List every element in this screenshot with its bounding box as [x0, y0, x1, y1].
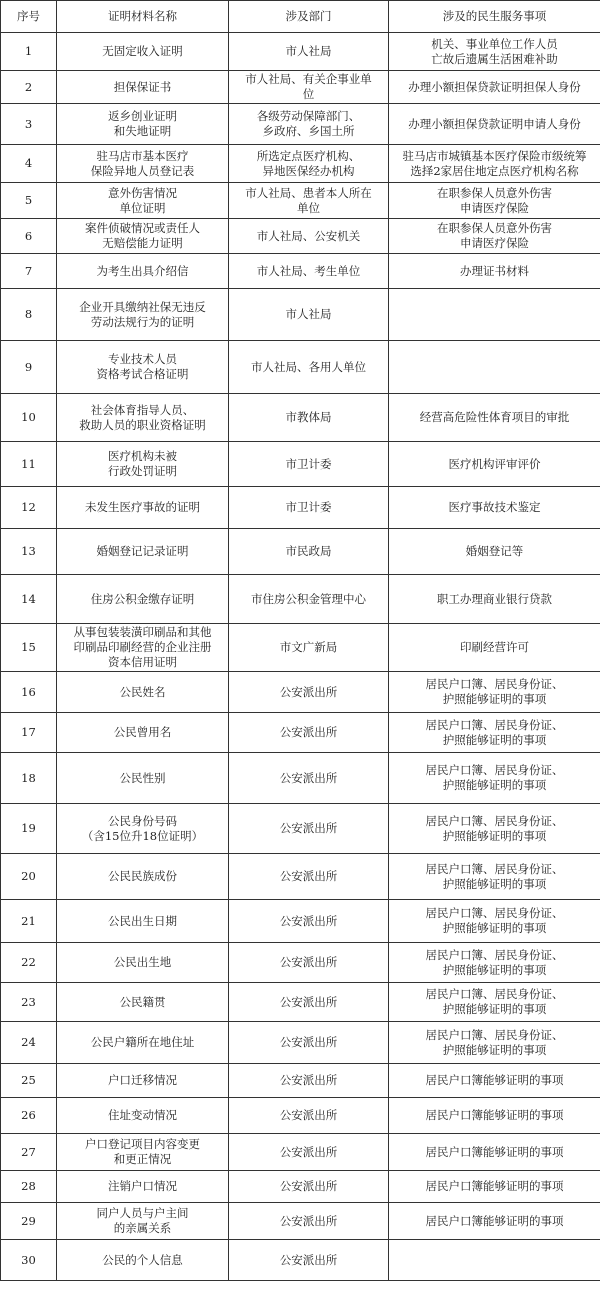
service-item-cell: 居民户口簿、居民身份证、 护照能够证明的事项	[389, 804, 600, 854]
certificate-name-cell: 公民户籍所在地住址	[57, 1022, 229, 1064]
serial-cell: 18	[1, 753, 57, 804]
service-item-cell: 居民户口簿能够证明的事项	[389, 1064, 600, 1098]
certificate-name-cell: 企业开具缴纳社保无违反 劳动法规行为的证明	[57, 289, 229, 341]
serial-cell: 22	[1, 943, 57, 983]
serial-cell: 16	[1, 672, 57, 713]
table-row	[1, 487, 600, 529]
service-item-cell: 居民户口簿能够证明的事项	[389, 1134, 600, 1171]
serial-cell: 15	[1, 624, 57, 672]
department-cell: 市卫计委	[229, 487, 389, 529]
service-item-cell: 婚姻登记等	[389, 529, 600, 575]
serial-cell: 17	[1, 713, 57, 753]
service-item-cell: 居民户口簿、居民身份证、 护照能够证明的事项	[389, 753, 600, 804]
table-row	[1, 753, 600, 804]
department-cell: 公安派出所	[229, 1134, 389, 1171]
department-cell: 公安派出所	[229, 1203, 389, 1240]
department-cell: 各级劳动保障部门、 乡政府、乡国土所	[229, 104, 389, 145]
department-cell: 市民政局	[229, 529, 389, 575]
serial-cell: 1	[1, 33, 57, 71]
department-cell: 市人社局、各用人单位	[229, 341, 389, 394]
serial-cell: 4	[1, 145, 57, 183]
department-cell: 公安派出所	[229, 753, 389, 804]
table-row	[1, 900, 600, 943]
certificate-name-cell: 公民出生地	[57, 943, 229, 983]
table-row	[1, 145, 600, 183]
service-item-cell: 驻马店市城镇基本医疗保险市级统筹 选择2家居住地定点医疗机构名称	[389, 145, 600, 183]
table-row	[1, 71, 600, 104]
table-header-row	[1, 1, 600, 33]
service-item-cell: 职工办理商业银行贷款	[389, 575, 600, 624]
certificate-name-cell: 住房公积金缴存证明	[57, 575, 229, 624]
department-cell: 公安派出所	[229, 983, 389, 1022]
department-cell: 公安派出所	[229, 1064, 389, 1098]
service-item-cell: 居民户口簿能够证明的事项	[389, 1171, 600, 1203]
service-item-cell: 医疗机构评审评价	[389, 442, 600, 487]
table-row	[1, 442, 600, 487]
table-row	[1, 804, 600, 854]
service-item-cell: 办理小额担保贷款证明担保人身份	[389, 71, 600, 104]
serial-cell: 30	[1, 1240, 57, 1281]
department-cell: 公安派出所	[229, 1171, 389, 1203]
department-cell: 市文广新局	[229, 624, 389, 672]
certificate-name-cell: 公民姓名	[57, 672, 229, 713]
table-row	[1, 341, 600, 394]
table-row	[1, 104, 600, 145]
department-cell: 公安派出所	[229, 900, 389, 943]
serial-cell: 11	[1, 442, 57, 487]
serial-cell: 27	[1, 1134, 57, 1171]
serial-cell: 14	[1, 575, 57, 624]
department-cell: 市人社局、有关企事业单 位	[229, 71, 389, 104]
department-cell: 市人社局、考生单位	[229, 254, 389, 289]
table-row	[1, 1171, 600, 1203]
table-row	[1, 254, 600, 289]
table-row	[1, 713, 600, 753]
certificate-name-cell: 案件侦破情况或责任人 无赔偿能力证明	[57, 219, 229, 254]
department-cell: 市住房公积金管理中心	[229, 575, 389, 624]
table-row	[1, 1022, 600, 1064]
certificate-name-cell: 公民籍贯	[57, 983, 229, 1022]
certificate-name-cell: 户口迁移情况	[57, 1064, 229, 1098]
service-item-cell: 居民户口簿、居民身份证、 护照能够证明的事项	[389, 983, 600, 1022]
table-row	[1, 33, 600, 71]
department-cell: 公安派出所	[229, 1022, 389, 1064]
certificate-name-cell: 意外伤害情况 单位证明	[57, 183, 229, 219]
certificate-name-cell: 从事包装装潢印刷品和其他 印刷品印刷经营的企业注册 资本信用证明	[57, 624, 229, 672]
service-item-cell: 居民户口簿、居民身份证、 护照能够证明的事项	[389, 672, 600, 713]
certificate-name-cell: 社会体育指导人员、 救助人员的职业资格证明	[57, 394, 229, 442]
service-item-cell: 印刷经营许可	[389, 624, 600, 672]
department-cell: 市人社局	[229, 33, 389, 71]
serial-cell: 25	[1, 1064, 57, 1098]
service-item-cell: 居民户口簿、居民身份证、 护照能够证明的事项	[389, 1022, 600, 1064]
serial-cell: 10	[1, 394, 57, 442]
serial-cell: 20	[1, 854, 57, 900]
serial-cell: 26	[1, 1098, 57, 1134]
table-row	[1, 1240, 600, 1281]
department-cell: 公安派出所	[229, 1240, 389, 1281]
service-item-cell: 居民户口簿、居民身份证、 护照能够证明的事项	[389, 854, 600, 900]
service-item-cell: 居民户口簿能够证明的事项	[389, 1203, 600, 1240]
service-item-cell: 在职参保人员意外伤害 申请医疗保险	[389, 219, 600, 254]
table-row	[1, 1203, 600, 1240]
serial-cell: 21	[1, 900, 57, 943]
department-cell: 所选定点医疗机构、 异地医保经办机构	[229, 145, 389, 183]
header-service-item: 涉及的民生服务事项	[389, 1, 600, 33]
service-item-cell: 在职参保人员意外伤害 申请医疗保险	[389, 183, 600, 219]
table-row	[1, 1064, 600, 1098]
table-row	[1, 943, 600, 983]
serial-cell: 24	[1, 1022, 57, 1064]
certificate-name-cell: 同户人员与户主间 的亲属关系	[57, 1203, 229, 1240]
service-item-cell: 办理证书材料	[389, 254, 600, 289]
table-row	[1, 394, 600, 442]
table-row	[1, 1134, 600, 1171]
department-cell: 公安派出所	[229, 854, 389, 900]
serial-cell: 9	[1, 341, 57, 394]
certificate-name-cell: 公民性别	[57, 753, 229, 804]
service-item-cell: 居民户口簿、居民身份证、 护照能够证明的事项	[389, 713, 600, 753]
certificate-name-cell: 专业技术人员 资格考试合格证明	[57, 341, 229, 394]
department-cell: 公安派出所	[229, 672, 389, 713]
certificate-name-cell: 户口登记项目内容变更 和更正情况	[57, 1134, 229, 1171]
service-item-cell	[389, 1240, 600, 1281]
service-item-cell: 居民户口簿能够证明的事项	[389, 1098, 600, 1134]
certificate-name-cell: 返乡创业证明 和失地证明	[57, 104, 229, 145]
table-row	[1, 529, 600, 575]
department-cell: 公安派出所	[229, 804, 389, 854]
service-item-cell: 医疗事故技术鉴定	[389, 487, 600, 529]
certificate-name-cell: 公民的个人信息	[57, 1240, 229, 1281]
serial-cell: 3	[1, 104, 57, 145]
table-row	[1, 672, 600, 713]
certificate-name-cell: 注销户口情况	[57, 1171, 229, 1203]
service-item-cell	[389, 341, 600, 394]
table-row	[1, 624, 600, 672]
department-cell: 公安派出所	[229, 1098, 389, 1134]
service-item-cell: 经营高危险性体育项目的审批	[389, 394, 600, 442]
serial-cell: 23	[1, 983, 57, 1022]
certificate-name-cell: 公民出生日期	[57, 900, 229, 943]
table-row	[1, 1098, 600, 1134]
service-item-cell	[389, 289, 600, 341]
table-row	[1, 983, 600, 1022]
serial-cell: 12	[1, 487, 57, 529]
serial-cell: 8	[1, 289, 57, 341]
department-cell: 市人社局	[229, 289, 389, 341]
department-cell: 市卫计委	[229, 442, 389, 487]
header-serial-number: 序号	[1, 1, 57, 33]
certificate-name-cell: 为考生出具介绍信	[57, 254, 229, 289]
serial-cell: 28	[1, 1171, 57, 1203]
serial-cell: 13	[1, 529, 57, 575]
header-department: 涉及部门	[229, 1, 389, 33]
table-row	[1, 219, 600, 254]
table-row	[1, 854, 600, 900]
certificate-name-cell: 未发生医疗事故的证明	[57, 487, 229, 529]
department-cell: 公安派出所	[229, 713, 389, 753]
certificate-name-cell: 无固定收入证明	[57, 33, 229, 71]
certificate-name-cell: 公民身份号码 （含15位升18位证明）	[57, 804, 229, 854]
table-row	[1, 289, 600, 341]
department-cell: 市人社局、患者本人所在 单位	[229, 183, 389, 219]
header-certificate-name: 证明材料名称	[57, 1, 229, 33]
serial-cell: 7	[1, 254, 57, 289]
certificate-name-cell: 婚姻登记记录证明	[57, 529, 229, 575]
service-item-cell: 机关、事业单位工作人员 亡故后遗属生活困难补助	[389, 33, 600, 71]
serial-cell: 6	[1, 219, 57, 254]
department-cell: 公安派出所	[229, 943, 389, 983]
department-cell: 市教体局	[229, 394, 389, 442]
serial-cell: 29	[1, 1203, 57, 1240]
certificate-name-cell: 公民民族成份	[57, 854, 229, 900]
certificate-name-cell: 公民曾用名	[57, 713, 229, 753]
department-cell: 市人社局、公安机关	[229, 219, 389, 254]
table-row	[1, 183, 600, 219]
certificate-name-cell: 担保保证书	[57, 71, 229, 104]
certificate-name-cell: 住址变动情况	[57, 1098, 229, 1134]
service-item-cell: 居民户口簿、居民身份证、 护照能够证明的事项	[389, 900, 600, 943]
serial-cell: 19	[1, 804, 57, 854]
certificate-name-cell: 医疗机构未被 行政处罚证明	[57, 442, 229, 487]
service-item-cell: 居民户口簿、居民身份证、 护照能够证明的事项	[389, 943, 600, 983]
certificate-name-cell: 驻马店市基本医疗 保险异地人员登记表	[57, 145, 229, 183]
table-row	[1, 575, 600, 624]
serial-cell: 5	[1, 183, 57, 219]
serial-cell: 2	[1, 71, 57, 104]
service-item-cell: 办理小额担保贷款证明申请人身份	[389, 104, 600, 145]
